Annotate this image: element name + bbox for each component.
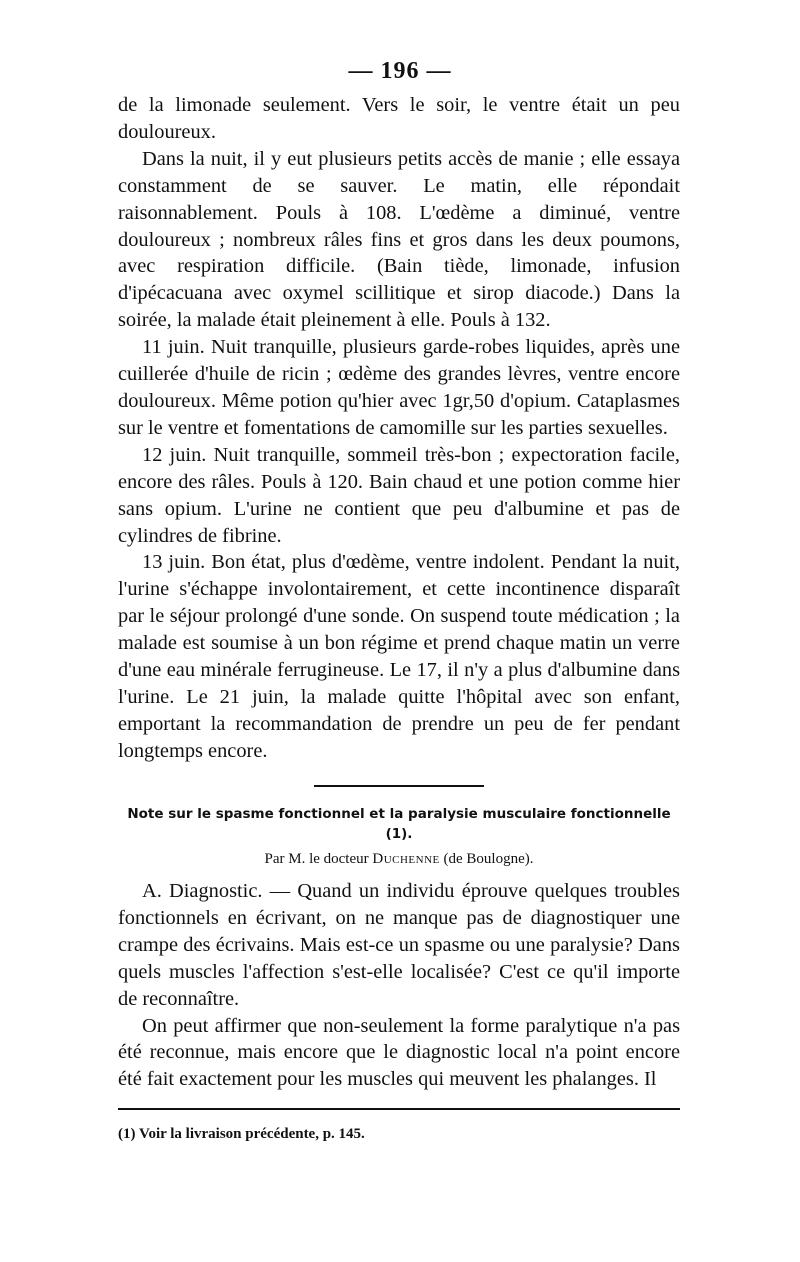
paragraph: A. Diagnostic. — Quand un individu éprouve quelques troubles fonctionnels en écrivant, on ne manque pas de diagnostiquer une crampe des écrivains. Mais est-ce un spasme ou une paralysie? Dans quels muscles l'affection s'est-elle localisée? C'est ce qu'il importe de reconnaître. bbox=[118, 880, 680, 1010]
paragraph: de la limonade seulement. Vers le soir, le ventre était un peu douloureux. bbox=[118, 94, 680, 143]
section-title: Note sur le spasme fonctionnel et la paralysie musculaire fonctionnelle (1). bbox=[127, 806, 671, 842]
section-divider bbox=[314, 785, 484, 787]
paragraph: 12 juin. Nuit tranquille, sommeil très-bon ; expectoration facile, encore des râles. Pouls à 120. Bain chaud et une potion comme hier sans opium. L'urine ne contient que peu d'albumine et pas de cylindres de fibrine. bbox=[118, 443, 680, 547]
paragraph: Dans la nuit, il y eut plusieurs petits accès de manie ; elle essaya constamment de se sauver. Le matin, elle répondait raisonnablement. Pouls à 108. L'œdème a diminué, ventre douloureux ; nombreux râles fins et gros dans les deux poumons, avec respiration difficile. (Bain tiède, limonade, infusion d'ipécacuana avec oxymel scillitique et sirop diacode.) Dans la soirée, la malade était pleinement à elle. Pouls à 132. bbox=[118, 147, 680, 332]
footnote-marker: (1) bbox=[118, 1126, 136, 1142]
author-suffix: (de Boulogne). bbox=[443, 851, 534, 867]
paragraph: 13 juin. Bon état, plus d'œdème, ventre indolent. Pendant la nuit, l'urine s'échappe involontairement, et cette incontinence disparaît par le séjour prolongé d'une sonde. On suspend toute médication ; la malade est soumise à un bon régime et prend chaque matin un verre d'une eau minérale ferrugineuse. Le 17, il n'y a plus d'albumine dans l'urine. Le 21 juin, la malade quitte l'hôpital avec son enfant, emportant la recommandation de prendre un peu de fer pendant longtemps encore. bbox=[118, 551, 680, 762]
paragraph: On peut affirmer que non-seulement la forme paralytique n'a pas été reconnue, mais encore que le diagnostic local n'a point encore été fait exactement pour les muscles qui meuvent les phalanges. Il bbox=[118, 1014, 680, 1091]
footnote-divider bbox=[118, 1108, 680, 1110]
footnote bbox=[118, 1126, 680, 1143]
author-line bbox=[118, 851, 680, 868]
page-number: — 196 — bbox=[348, 58, 452, 84]
paragraph: 11 juin. Nuit tranquille, plusieurs garde-robes liquides, après une cuillerée d'huile de ricin ; œdème des grandes lèvres, ventre encore douloureux. Même potion qu'hier avec 1gr,50 d'opium. Cataplasmes sur le ventre et fomentations de camomille sur les parties sexuelles. bbox=[118, 336, 680, 439]
author-prefix: Par M. le docteur bbox=[264, 851, 369, 867]
body-text bbox=[118, 92, 680, 765]
author-name: Duchenne bbox=[372, 851, 440, 867]
article-text bbox=[118, 878, 680, 1093]
footnote-text: Voir la livraison précédente, p. 145. bbox=[138, 1126, 365, 1142]
